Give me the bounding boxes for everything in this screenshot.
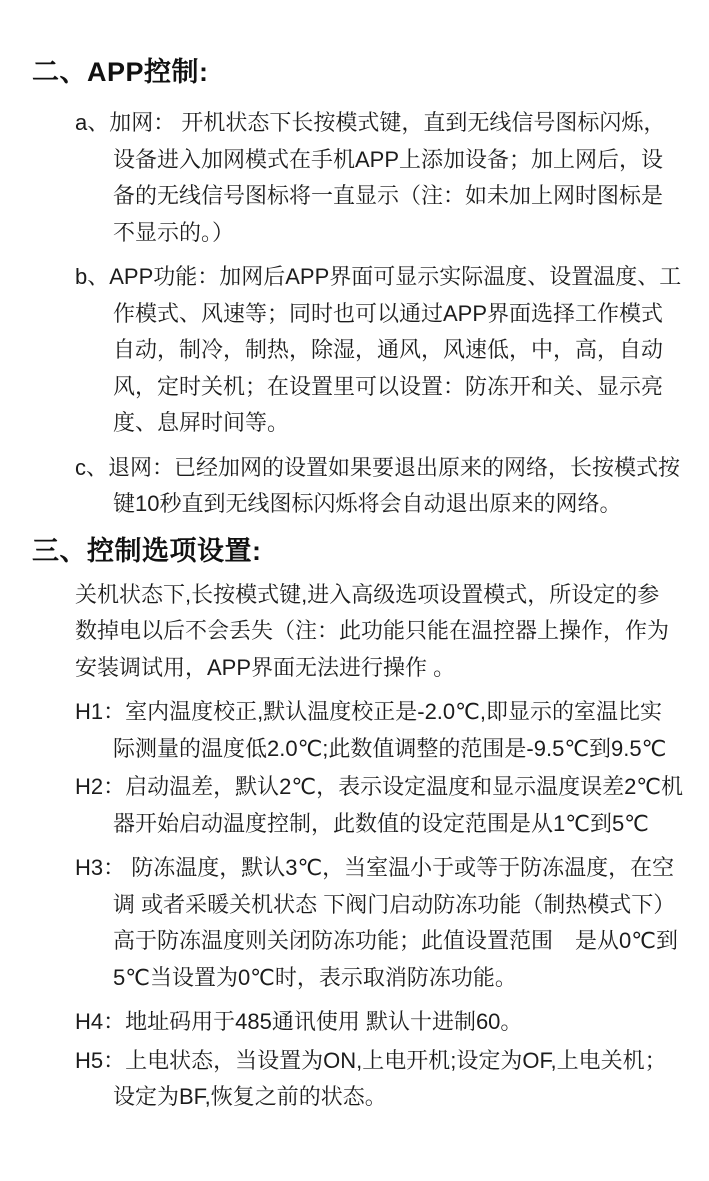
item-c-line-2: 键10秒直到无线图标闪烁将会自动退出原来的网络。 (113, 491, 622, 516)
item-a-line-2: 设备进入加网模式在手机APP上添加设备；加上网后，设 (113, 146, 664, 172)
section-2-heading: 二、APP控制: (32, 57, 209, 87)
param-h4 (0, 1004, 709, 1041)
param-h3-line-2: 调 或者采暖关机状态 下阀门启动防冻功能（制热模式下） (113, 891, 676, 917)
param-h5-line-1: H5：上电状态，当设置为ON,上电开机;设定为OF,上电关机； (75, 1047, 667, 1073)
param-h1-line-2: 际测量的温度低2.0℃;此数值调整的范围是-9.5℃到9.5℃ (113, 735, 667, 761)
item-b-line-2: 作模式、风速等；同时也可以通过APP界面选择工作模式 (113, 300, 664, 326)
item-c (0, 450, 709, 523)
param-h3-line-4: 5℃当设置为0℃时，表示取消防冻功能。 (113, 964, 517, 990)
param-h3 (0, 850, 709, 996)
param-h1 (0, 694, 709, 767)
item-b-line-3: 自动，制冷，制热，除湿，通风，风速低，中，高，自动 (113, 337, 664, 362)
param-h2-line-2: 器开始启动温度控制，此数值的设定范围是从1℃到5℃ (113, 810, 649, 836)
item-a-line-1: a、加网： 开机状态下长按模式键，直到无线信号图标闪烁， (75, 110, 666, 135)
param-h3-line-1: H3： 防冻温度，默认3℃，当室温小于或等于防冻温度，在空 (75, 855, 675, 880)
param-h5 (0, 1043, 709, 1116)
param-h3-line-3: 高于防冻温度则关闭防冻功能；此值设置范围 是从0℃到 (113, 928, 678, 953)
item-b (0, 259, 709, 442)
item-a (0, 105, 709, 251)
intro-line-2: 数掉电以后不会丢失（注：此功能只能在温控器上操作，作为 (75, 618, 670, 643)
intro-paragraph (0, 577, 709, 687)
intro-line-3: 安装调试用，APP界面无法进行操作 。 (75, 654, 456, 680)
param-h2-line-1: H2：启动温差，默认2℃，表示设定温度和显示温度误差2℃机 (75, 774, 684, 799)
item-a-line-3: 备的无线信号图标将一直显示（注：如未加上网时图标是 (113, 183, 664, 208)
param-h5-line-2: 设定为BF,恢复之前的状态。 (113, 1084, 387, 1109)
item-c-line-1: c、退网：已经加网的设置如果要退出原来的网络，长按模式按 (75, 454, 681, 480)
section-3-heading: 三、控制选项设置: (32, 535, 262, 566)
item-a-line-4: 不显示的。） (113, 219, 235, 245)
item-b-line-4: 风，定时关机；在设置里可以设置：防冻开和关、显示亮 (113, 373, 664, 399)
intro-line-1: 关机状态下,长按模式键,进入高级选项设置模式，所设定的参 (75, 581, 660, 607)
item-b-line-1: b、APP功能：加网后APP界面可显示实际温度、设置温度、工 (75, 264, 682, 289)
param-h2 (0, 769, 709, 842)
param-h1-line-1: H1：室内温度校正,默认温度校正是-2.0℃,即显示的室温比实 (75, 699, 662, 724)
param-h4-line-1: H4：地址码用于485通讯使用 默认十进制60。 (75, 1009, 523, 1034)
item-b-line-5: 度、息屏时间等。 (113, 410, 290, 435)
